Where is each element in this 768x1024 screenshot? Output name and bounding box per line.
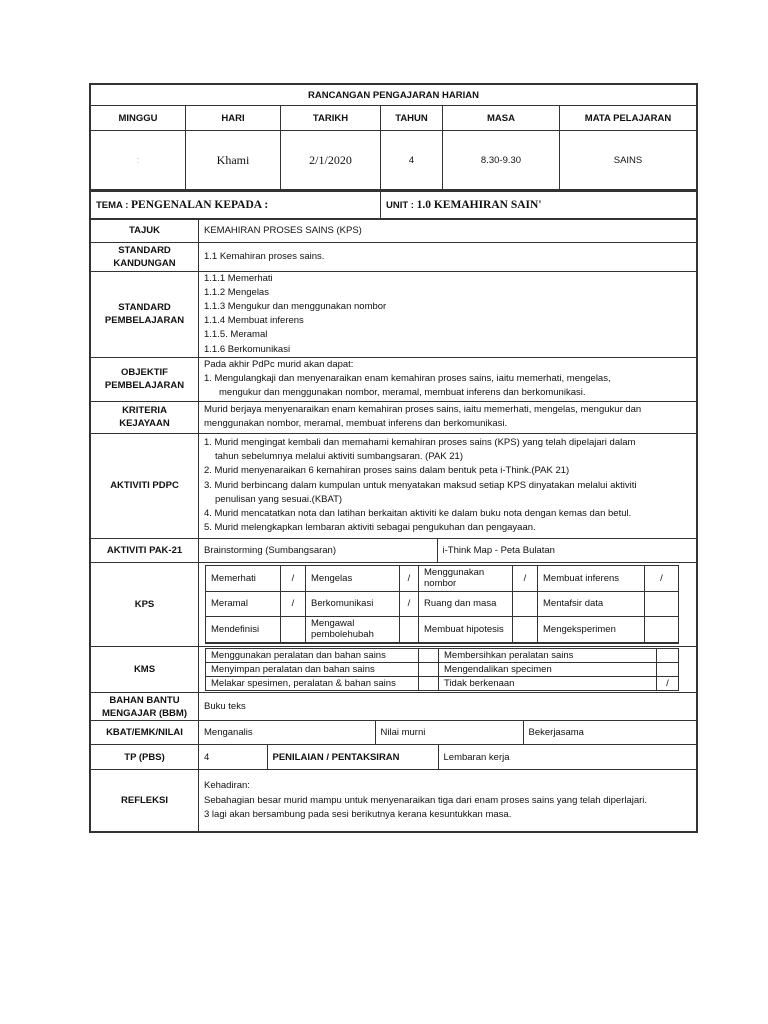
body-table xyxy=(90,219,697,833)
tarikh-value: 2/1/2020 xyxy=(281,131,381,190)
tarikh-label: TARIKH xyxy=(281,106,381,131)
bbm-label: BAHAN BANTU MENGAJAR (BBM) xyxy=(91,693,199,721)
tp-value: 4 xyxy=(199,745,267,769)
kbat-item: Bekerjasama xyxy=(528,727,584,739)
kps-grid xyxy=(205,565,679,645)
aktiviti-pdpc-list xyxy=(199,433,697,538)
kps-grid-cell xyxy=(199,562,697,647)
standard-pembelajaran-label: STANDARD PEMBELAJARAN xyxy=(91,271,199,357)
penilaian-label: PENILAIAN / PENTAKSIRAN xyxy=(267,745,438,769)
sp-item: 1.1.6 Berkomunikasi xyxy=(204,343,291,355)
refleksi-value xyxy=(199,770,697,832)
masa-value: 8.30-9.30 xyxy=(443,131,560,190)
tema-unit-table xyxy=(90,190,697,219)
minggu-value: : xyxy=(91,131,186,190)
aktiviti-pdpc-label: AKTIVITI PDPC xyxy=(91,433,199,538)
kms-item: Menggunakan peralatan dan bahan sains xyxy=(206,649,419,663)
standard-pembelajaran-list xyxy=(199,271,697,357)
kms-mark[interactable] xyxy=(419,663,439,677)
kps-label: KPS xyxy=(91,562,199,647)
objektif-line: mengukur dan menggunakan nombor, meramal, membuat inferens dan berkomunikasi. xyxy=(219,387,586,399)
kps-item: Mendefinisi xyxy=(206,616,281,643)
sp-item: 1.1.1 Memerhati xyxy=(204,272,273,284)
objektif-label: OBJEKTIF PEMBELAJARAN xyxy=(91,357,199,401)
tema-value: PENGENALAN KEPADA : xyxy=(131,198,269,211)
kriteria-label: KRITERIA KEJAYAAN xyxy=(91,401,199,433)
tahun-value: 4 xyxy=(381,131,443,190)
refleksi-line: Kehadiran: xyxy=(204,780,250,792)
kps-mark[interactable]: / xyxy=(513,565,538,591)
kps-mark[interactable]: / xyxy=(645,565,679,591)
minggu-label: MINGGU xyxy=(91,106,186,131)
lesson-plan-sheet xyxy=(89,83,698,833)
sp-item: 1.1.2 Mengelas xyxy=(204,286,269,298)
tahun-label: TAHUN xyxy=(381,106,443,131)
pdpc-line: 1. Murid mengingat kembali dan memahami kemahiran proses sains (KPS) yang telah dipelajari dalam xyxy=(204,437,636,448)
kps-mark[interactable] xyxy=(513,591,538,616)
kps-item: Mengelas xyxy=(306,565,400,591)
kps-item: Memerhati xyxy=(206,565,281,591)
bbm-value: Buku teks xyxy=(199,693,697,721)
kps-item: Meramal xyxy=(206,591,281,616)
pdpc-line: penulisan yang sesuai.(KBAT) xyxy=(215,493,343,505)
pdpc-line: 4. Murid mencatatkan nota dan latihan berkaitan aktiviti ke dalam buku nota dengan kemas dan betul. xyxy=(204,508,632,520)
kps-mark[interactable] xyxy=(513,616,538,643)
kps-item: Membuat inferens xyxy=(538,565,645,591)
kms-item: Menyimpan peralatan dan bahan sains xyxy=(206,663,419,677)
kps-mark[interactable] xyxy=(645,616,679,643)
pak21-item: Brainstorming (Sumbangsaran) xyxy=(199,539,437,562)
aktiviti-pak21-value xyxy=(199,538,697,562)
kms-label: KMS xyxy=(91,647,199,693)
pdpc-line: tahun sebelumnya melalui aktiviti sumbangsaran. (PAK 21) xyxy=(215,451,464,463)
kms-mark[interactable] xyxy=(419,649,439,663)
header-table xyxy=(90,84,697,190)
kms-item: Tidak berkenaan xyxy=(439,677,657,691)
aktiviti-pak21-label: AKTIVITI PAK-21 xyxy=(91,538,199,562)
refleksi-label: REFLEKSI xyxy=(91,770,199,832)
kms-mark[interactable]: / xyxy=(657,677,679,691)
hari-value: Khami xyxy=(186,131,281,190)
kps-mark[interactable] xyxy=(645,591,679,616)
kms-mark[interactable] xyxy=(657,649,679,663)
tp-value-cell xyxy=(199,745,697,770)
kms-mark[interactable] xyxy=(419,677,439,691)
kps-mark[interactable]: / xyxy=(281,591,306,616)
objektif-line: 1. Mengulangkaji dan menyenaraikan enam kemahiran proses sains, iaitu memerhati, mengelas, xyxy=(204,373,611,385)
kps-item: Mengeksperimen xyxy=(538,616,645,643)
kps-item: Mentafsir data xyxy=(538,591,645,616)
kps-mark[interactable]: / xyxy=(400,565,419,591)
tajuk-value: KEMAHIRAN PROSES SAINS (KPS) xyxy=(199,219,697,242)
tp-label: TP (PBS) xyxy=(91,745,199,770)
tema-label: TEMA : xyxy=(96,199,129,211)
kps-item: Ruang dan masa xyxy=(419,591,513,616)
pak21-item: i-Think Map - Peta Bulatan xyxy=(442,544,555,556)
standard-kandungan-label: STANDARD KANDUNGAN xyxy=(91,242,199,271)
kps-mark[interactable]: / xyxy=(281,565,306,591)
kms-item: Membersihkan peralatan sains xyxy=(439,649,657,663)
objektif-intro: Pada akhir PdPc murid akan dapat: xyxy=(204,358,354,370)
pdpc-line: 5. Murid melengkapkan lembaran aktiviti sebagai pengukuhan dan pengayaan. xyxy=(204,522,536,534)
mata-pelajaran-value: SAINS xyxy=(560,131,697,190)
kbat-label: KBAT/EMK/NILAI xyxy=(91,721,199,745)
mata-pelajaran-label: MATA PELAJARAN xyxy=(560,106,697,131)
kms-grid xyxy=(205,648,679,691)
tajuk-label: TAJUK xyxy=(91,219,199,242)
kriteria-value: Murid berjaya menyenaraikan enam kemahiran proses sains, iaitu memerhati, mengelas, mengukur dan menggunakan nombor, meramal, membuat inferens dan berkomunikasi. xyxy=(199,401,697,433)
refleksi-line: 3 lagi akan bersambung pada sesi berikutnya kerana kesuntukkan masa. xyxy=(204,808,512,820)
refleksi-line: Sebahagian besar murid mampu untuk menyenaraikan tiga dari enam proses sains yang telah diperlajari. xyxy=(204,794,648,806)
unit-label: UNIT : xyxy=(386,199,414,211)
kps-item: Berkomunikasi xyxy=(306,591,400,616)
kms-item: Mengendalikan specimen xyxy=(439,663,657,677)
kms-item: Melakar spesimen, peralatan & bahan sains xyxy=(206,677,419,691)
objektif-value xyxy=(199,357,697,401)
kps-mark[interactable] xyxy=(281,616,306,643)
kbat-item: Nilai murni xyxy=(375,721,523,744)
pdpc-line: 2. Murid menyenaraikan 6 kemahiran proses sains dalam bentuk peta i-Think.(PAK 21) xyxy=(204,465,570,477)
sp-item: 1.1.5. Meramal xyxy=(204,329,268,341)
kms-grid-cell xyxy=(199,647,697,693)
kps-item: Mengawal pembolehubah xyxy=(306,616,400,643)
penilaian-value: Lembaran kerja xyxy=(443,751,510,763)
page-title: RANCANGAN PENGAJARAN HARIAN xyxy=(91,85,697,106)
kps-mark[interactable]: / xyxy=(400,591,419,616)
sp-item: 1.1.3 Mengukur dan menggunakan nombor xyxy=(204,300,387,312)
kbat-item: Menganalis xyxy=(199,721,375,744)
kbat-value xyxy=(199,721,697,745)
kps-mark[interactable] xyxy=(400,616,419,643)
kps-item: Menggunakan nombor xyxy=(419,565,513,591)
pdpc-line: 3. Murid berbincang dalam kumpulan untuk menyatakan maksud setiap KPS dinyatakan melalui aktiviti xyxy=(204,479,637,491)
hari-label: HARI xyxy=(186,106,281,131)
masa-label: MASA xyxy=(443,106,560,131)
unit-value: 1.0 KEMAHIRAN SAIN' xyxy=(416,198,542,211)
kms-mark[interactable] xyxy=(657,663,679,677)
sp-item: 1.1.4 Membuat inferens xyxy=(204,315,304,327)
standard-kandungan-value: 1.1 Kemahiran proses sains. xyxy=(199,242,697,271)
kps-item: Membuat hipotesis xyxy=(419,616,513,643)
